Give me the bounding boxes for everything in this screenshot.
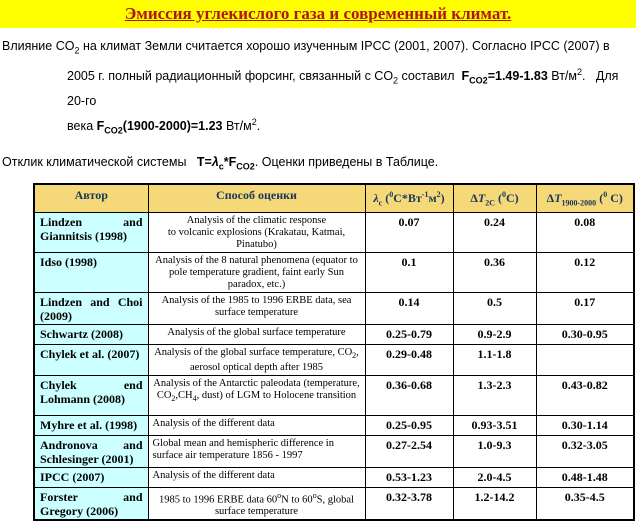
lambda-cell: 0.27-2.54: [365, 435, 453, 467]
method-cell: Analysis of the Antarctic paleodata (temperature, $CO_2,CH_4$, dust) of LGM to Holocene transition: [148, 375, 365, 415]
dt2c-cell: 1.0-9.3: [453, 435, 536, 467]
table-row: [34, 292, 634, 324]
table-row: [34, 252, 634, 292]
method-cell: Analysis of the climatic response to volcanic explosions (Krakatau, Katmai, Pinatubo): [148, 212, 365, 252]
author-cell: Andronova and Schlesinger (2001): [34, 435, 148, 467]
dt2c-cell: 0.93-3.51: [453, 415, 536, 435]
dt1900-cell: 0.32-3.05: [536, 435, 634, 467]
table-row: [34, 375, 634, 415]
method-cell: Analysis of the different data: [148, 467, 365, 487]
dt1900-cell: 0.08: [536, 212, 634, 252]
dt2c-cell: 1.2-14.2: [453, 487, 536, 520]
lambda-cell: 0.29-0.48: [365, 344, 453, 375]
dt2c-cell: 0.36: [453, 252, 536, 292]
author-cell: Lindzen and Choi (2009): [34, 292, 148, 324]
author-cell: Chylek et al. (2007): [34, 344, 148, 375]
header-method: Способ оценки: [148, 184, 365, 212]
method-cell: Analysis of the different data: [148, 415, 365, 435]
dt1900-cell: 0.43-0.82: [536, 375, 634, 415]
lambda-cell: 0.07: [365, 212, 453, 252]
lambda-cell: 0.25-0.95: [365, 415, 453, 435]
dt1900-cell: 0.17: [536, 292, 634, 324]
method-cell: Analysis of the 8 natural phenomena (equator to pole temperature gradient, faint early Sun paradox, etc.): [148, 252, 365, 292]
table-row: [34, 467, 634, 487]
lambda-cell: 0.25-0.79: [365, 324, 453, 344]
slide-title: Эмиссия углекислого газа и современный климат.: [124, 4, 512, 23]
author-cell: Forster and Gregory (2006): [34, 487, 148, 520]
table-row: [34, 415, 634, 435]
author-cell: Schwartz (2008): [34, 324, 148, 344]
lambda-cell: 0.1: [365, 252, 453, 292]
author-cell: Chylek end Lohmann (2008): [34, 375, 148, 415]
lambda-cell: 0.36-0.68: [365, 375, 453, 415]
dt1900-cell: [536, 344, 634, 375]
lambda-cell: 0.14: [365, 292, 453, 324]
dt1900-cell: 0.35-4.5: [536, 487, 634, 520]
dt2c-cell: 0.5: [453, 292, 536, 324]
dt2c-cell: 1.1-1.8: [453, 344, 536, 375]
method-cell: Analysis of the global surface temperature, $CO_2$, aerosol optical depth after 1985: [148, 344, 365, 375]
header-dt2c: $\Delta T_{2C}$ ($^0$C): [453, 184, 536, 212]
climate-response-line: Отклик климатической системы $T=\lambda_c*F_{CO2}$. Оценки приведены в Таблице.: [2, 154, 439, 172]
lambda-cell: 0.53-1.23: [365, 467, 453, 487]
estimates-table: [33, 183, 635, 521]
dt1900-cell: 0.48-1.48: [536, 467, 634, 487]
dt1900-cell: 0.12: [536, 252, 634, 292]
table-header-row: [34, 184, 634, 212]
table-row: [34, 344, 634, 375]
title-band: [0, 0, 636, 28]
dt1900-cell: 0.30-1.14: [536, 415, 634, 435]
dt2c-cell: 0.24: [453, 212, 536, 252]
dt2c-cell: 1.3-2.3: [453, 375, 536, 415]
table-row: [34, 487, 634, 520]
method-cell: 1985 to 1996 ERBE data 60$^o$N to 60$^o$S, global surface temperature: [148, 487, 365, 520]
method-cell: Analysis of the 1985 to 1996 ERBE data, sea surface temperature: [148, 292, 365, 324]
table-row: [34, 324, 634, 344]
lambda-cell: 0.32-3.78: [365, 487, 453, 520]
header-dt1900: $\Delta T_{1900-2000}$ ($^0$ C): [536, 184, 634, 212]
author-cell: Idso (1998): [34, 252, 148, 292]
author-cell: IPCC (2007): [34, 467, 148, 487]
method-cell: Global mean and hemispheric difference in surface air temperature 1856 - 1997: [148, 435, 365, 467]
dt2c-cell: 0.9-2.9: [453, 324, 536, 344]
table-row: [34, 435, 634, 467]
header-author: Автор: [34, 184, 148, 212]
method-cell: Analysis of the global surface temperature: [148, 324, 365, 344]
dt1900-cell: 0.30-0.95: [536, 324, 634, 344]
dt2c-cell: 2.0-4.5: [453, 467, 536, 487]
header-lambda: $\lambda_c$ $(^0C*Вт^{-1}м^2)$: [365, 184, 453, 212]
table-row: [34, 212, 634, 252]
intro-paragraph: Влияние $CO_2$ на климат Земли считается хорошо изученным IPCC (2001, 2007). Согласно IPCC (2007) в 2005 г. полный радиационный форсинг, связанный с $CO_2$ составил $F_{CO2}=1.49-1.83$ $Вт/м^2$. Для 20-го века $F_{CO2}(1900-2000)=1.23$ $Вт/м^2$.: [2, 39, 619, 136]
author-cell: Myhre et al. (1998): [34, 415, 148, 435]
author-cell: Lindzen and Giannitsis (1998): [34, 212, 148, 252]
